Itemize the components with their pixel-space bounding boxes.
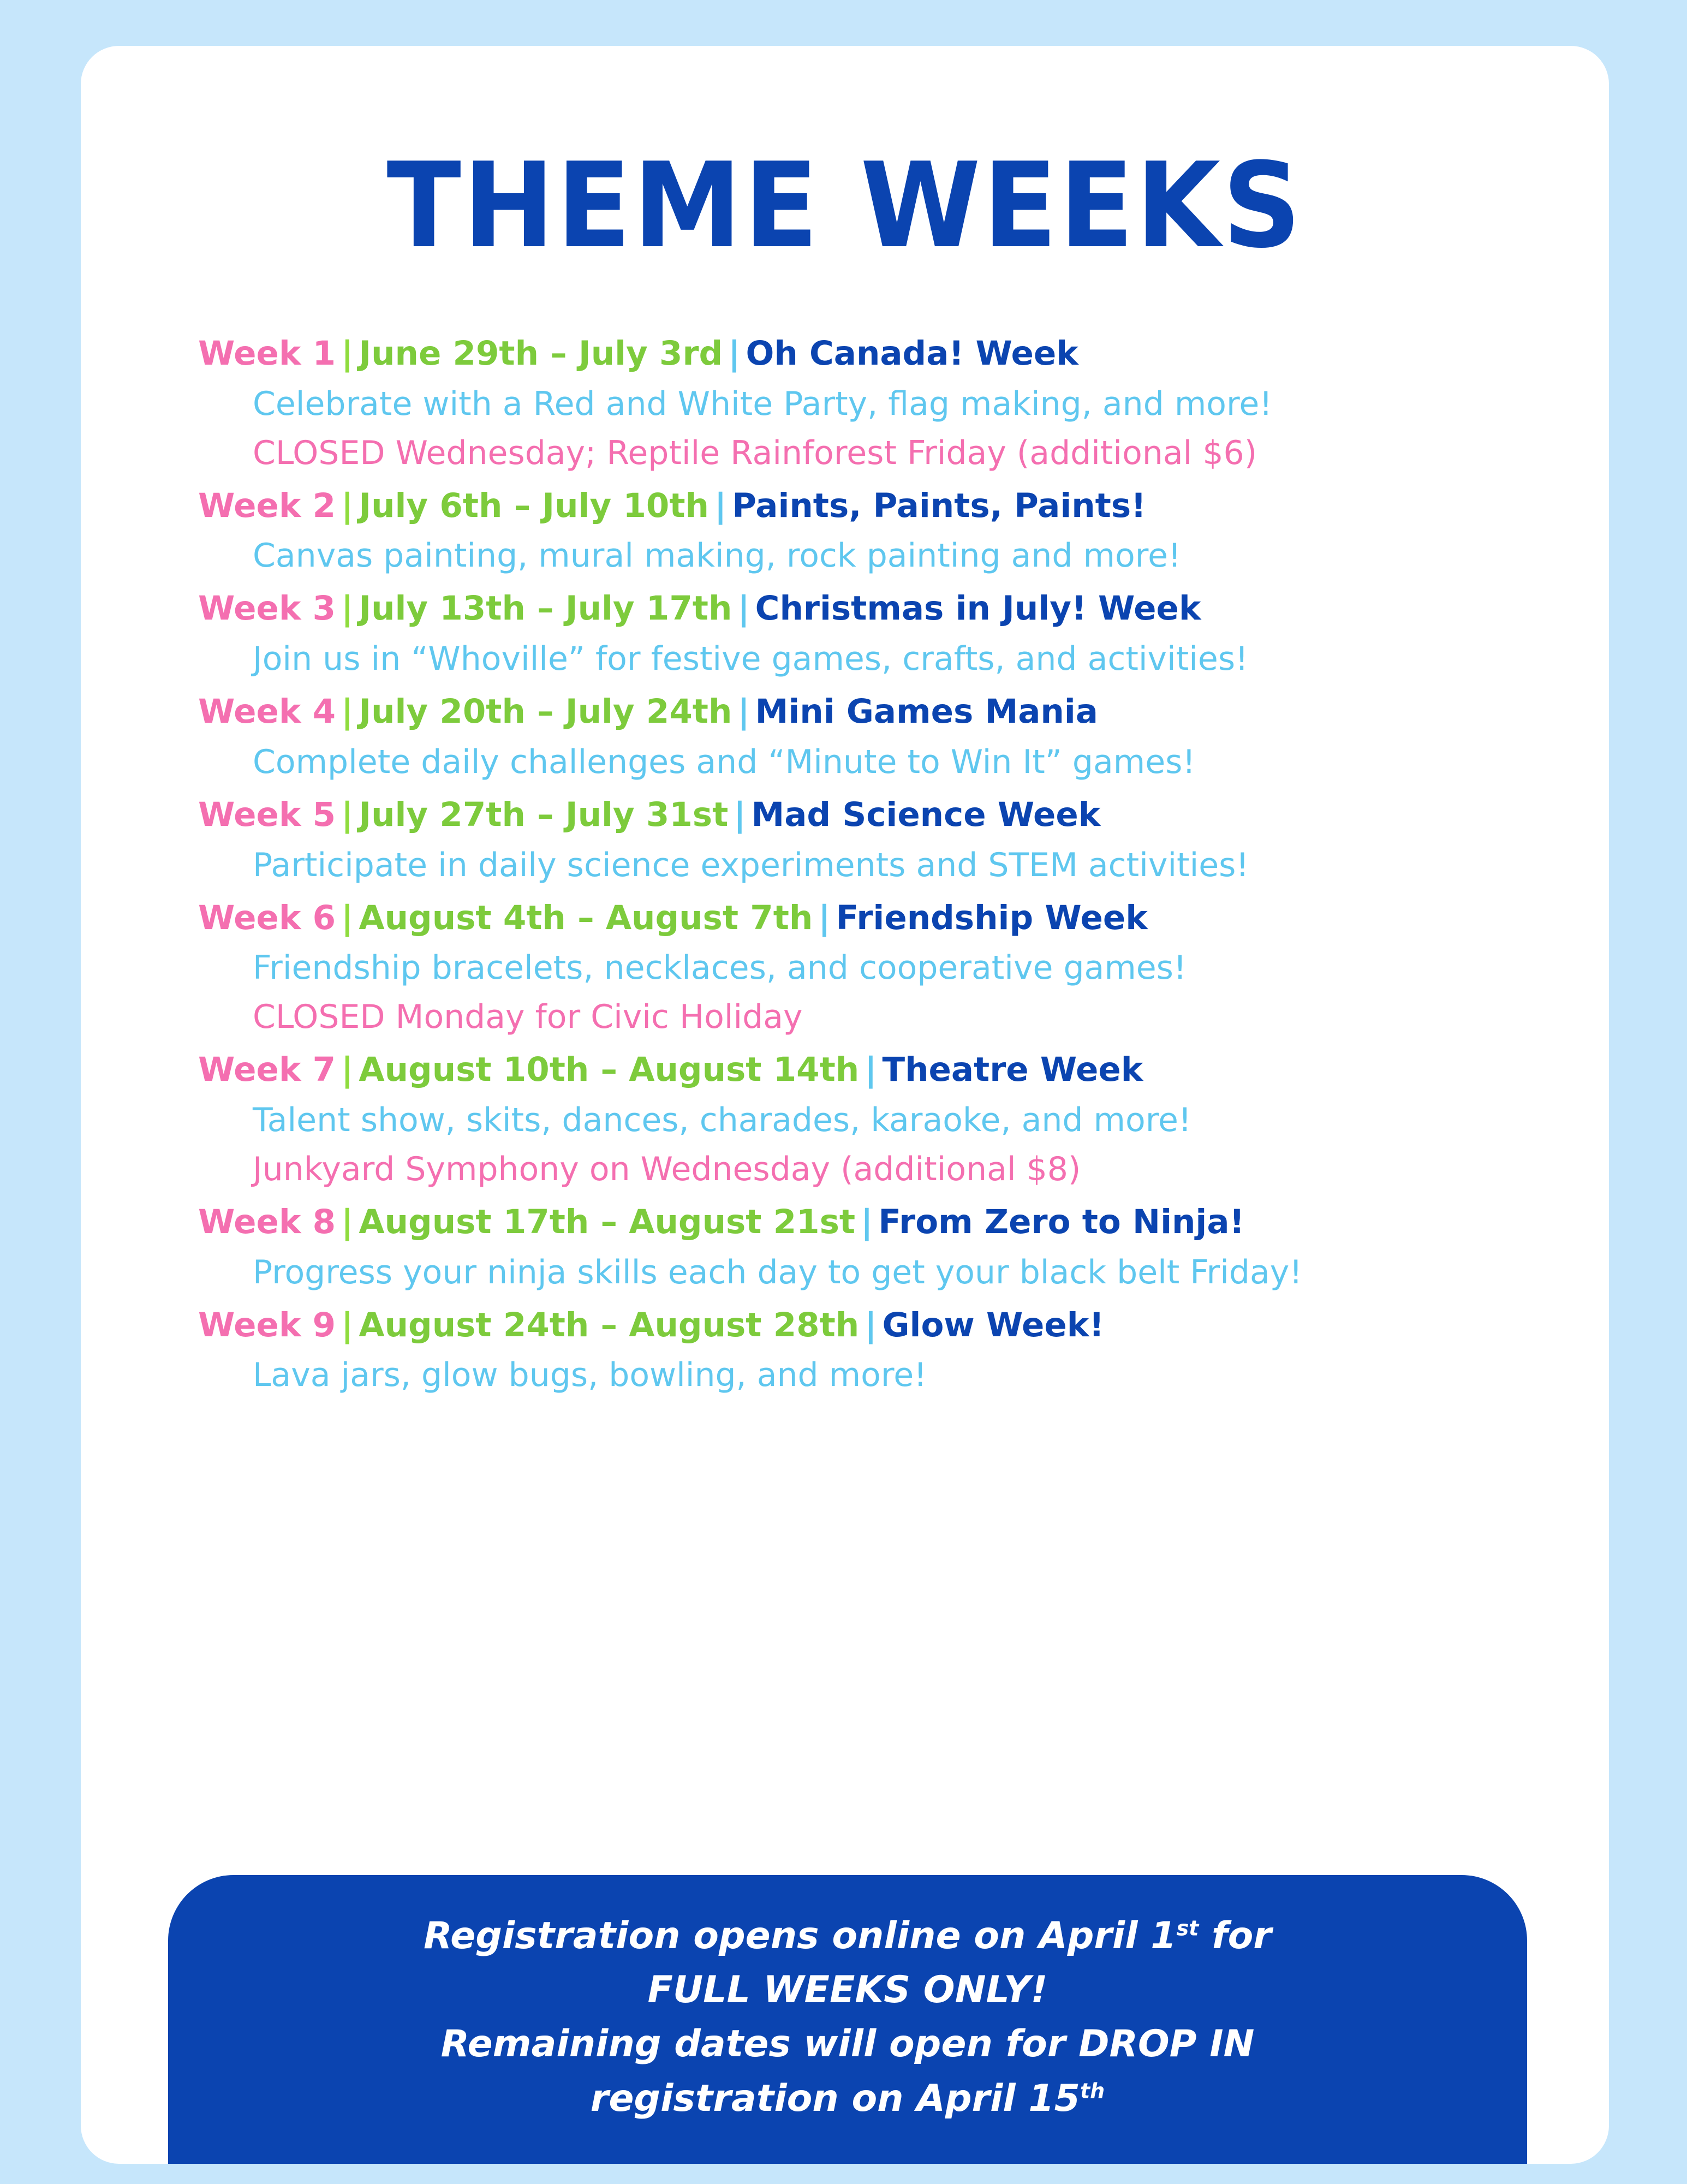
week-description: Join us in “Whoville” for festive games, crafts, and activities! bbox=[253, 640, 1249, 679]
separator: | bbox=[341, 589, 354, 628]
ordinal-suffix: th bbox=[1080, 2079, 1105, 2103]
week-label: Week 4 bbox=[198, 692, 336, 731]
page-title: THEME WEEKS bbox=[386, 137, 1303, 274]
list-item bbox=[198, 329, 1543, 478]
list-item bbox=[198, 790, 1543, 890]
week-description: Talent show, skits, dances, charades, karaoke, and more! bbox=[253, 1101, 1192, 1140]
list-item bbox=[198, 1045, 1543, 1194]
week-dates: August 24th – August 28th bbox=[359, 1305, 860, 1344]
week-dates: July 13th – July 17th bbox=[359, 589, 732, 628]
week-heading bbox=[198, 1300, 1543, 1351]
week-label: Week 1 bbox=[198, 334, 336, 373]
separator: | bbox=[341, 795, 354, 834]
week-label: Week 2 bbox=[198, 486, 336, 525]
week-theme: Friendship Week bbox=[836, 898, 1148, 937]
week-dates: August 10th – August 14th bbox=[359, 1050, 860, 1090]
separator: | bbox=[714, 486, 727, 525]
week-dates: August 17th – August 21st bbox=[359, 1203, 856, 1242]
week-note: CLOSED Monday for Civic Holiday bbox=[253, 998, 803, 1037]
separator: | bbox=[728, 334, 741, 373]
week-description: Progress your ninja skills each day to get your black belt Friday! bbox=[253, 1253, 1303, 1292]
list-item bbox=[198, 687, 1543, 787]
ordinal-suffix: st bbox=[1176, 1916, 1199, 1941]
week-description: Canvas painting, mural making, rock painting and more! bbox=[253, 537, 1182, 575]
week-heading bbox=[198, 893, 1543, 944]
week-label: Week 5 bbox=[198, 795, 336, 834]
week-label: Week 3 bbox=[198, 589, 336, 628]
week-theme: Mad Science Week bbox=[751, 795, 1101, 834]
week-dates: July 6th – July 10th bbox=[359, 486, 709, 525]
registration-line-4 bbox=[190, 2072, 1505, 2126]
week-dates: June 29th – July 3rd bbox=[359, 334, 723, 373]
week-theme: From Zero to Ninja! bbox=[878, 1203, 1245, 1242]
week-note: Junkyard Symphony on Wednesday (additional $8) bbox=[253, 1150, 1081, 1189]
week-description: Friendship bracelets, necklaces, and cooperative games! bbox=[253, 949, 1187, 987]
separator: | bbox=[341, 898, 354, 937]
registration-line-4-text: registration on April 15 bbox=[590, 2076, 1080, 2120]
registration-line-2: FULL WEEKS ONLY! bbox=[647, 1968, 1048, 2012]
week-theme: Paints, Paints, Paints! bbox=[732, 486, 1146, 525]
week-dates: July 20th – July 24th bbox=[359, 692, 732, 731]
week-label: Week 8 bbox=[198, 1203, 336, 1242]
separator: | bbox=[861, 1203, 873, 1242]
week-label: Week 7 bbox=[198, 1050, 336, 1090]
week-heading bbox=[198, 329, 1543, 379]
registration-line-1-tail: for bbox=[1199, 1914, 1272, 1957]
list-item bbox=[198, 584, 1543, 683]
week-theme: Oh Canada! Week bbox=[746, 334, 1078, 373]
week-theme: Glow Week! bbox=[882, 1305, 1105, 1344]
registration-banner bbox=[168, 1875, 1527, 2164]
registration-line-1 bbox=[190, 1909, 1505, 1963]
separator: | bbox=[341, 1305, 354, 1344]
week-note: CLOSED Wednesday; Reptile Rainforest Friday (additional $6) bbox=[253, 433, 1257, 472]
week-theme: Theatre Week bbox=[882, 1050, 1143, 1090]
list-item bbox=[198, 893, 1543, 1042]
week-heading bbox=[198, 687, 1543, 737]
week-heading bbox=[198, 790, 1543, 841]
week-description: Celebrate with a Red and White Party, flag making, and more! bbox=[253, 384, 1273, 423]
theme-weeks-list bbox=[81, 329, 1609, 1400]
week-heading bbox=[198, 481, 1543, 532]
week-dates: August 4th – August 7th bbox=[359, 898, 813, 937]
week-label: Week 6 bbox=[198, 898, 336, 937]
list-item bbox=[198, 1300, 1543, 1400]
separator: | bbox=[865, 1050, 877, 1090]
separator: | bbox=[818, 898, 831, 937]
separator: | bbox=[865, 1305, 877, 1344]
week-description: Participate in daily science experiments and STEM activities! bbox=[253, 846, 1249, 884]
separator: | bbox=[737, 589, 750, 628]
week-theme: Christmas in July! Week bbox=[755, 589, 1201, 628]
list-item bbox=[198, 1197, 1543, 1297]
week-heading bbox=[198, 1197, 1543, 1248]
separator: | bbox=[341, 1203, 354, 1242]
registration-line-3: Remaining dates will open for DROP IN bbox=[440, 2022, 1255, 2066]
poster-card bbox=[81, 46, 1609, 2164]
week-label: Week 9 bbox=[198, 1305, 336, 1344]
list-item bbox=[198, 481, 1543, 581]
week-description: Lava jars, glow bugs, bowling, and more! bbox=[253, 1356, 927, 1395]
week-heading bbox=[198, 584, 1543, 634]
week-description: Complete daily challenges and “Minute to Win It” games! bbox=[253, 742, 1196, 781]
week-theme: Mini Games Mania bbox=[755, 692, 1098, 731]
registration-line-1-text: Registration opens online on April 1 bbox=[424, 1914, 1177, 1957]
separator: | bbox=[737, 692, 750, 731]
separator: | bbox=[341, 1050, 354, 1090]
separator: | bbox=[341, 334, 354, 373]
separator: | bbox=[341, 692, 354, 731]
week-heading bbox=[198, 1045, 1543, 1096]
week-dates: July 27th – July 31st bbox=[359, 795, 729, 834]
separator: | bbox=[341, 486, 354, 525]
separator: | bbox=[734, 795, 746, 834]
